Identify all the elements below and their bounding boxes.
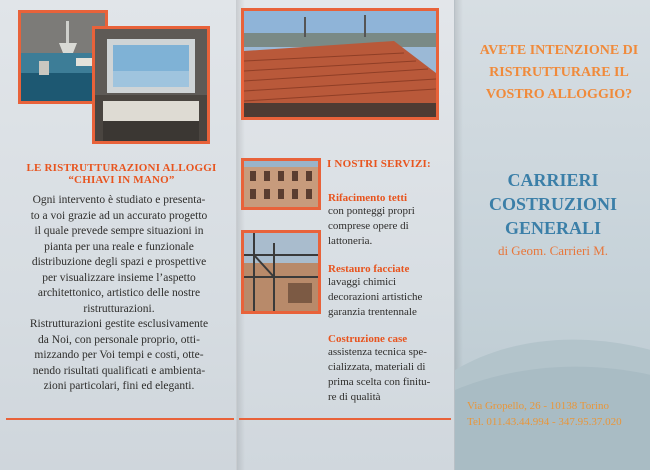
service-title: Costruzione case (328, 333, 408, 345)
right-panel (454, 0, 650, 470)
service-title: Rifacimento tetti (328, 192, 408, 204)
headline (461, 40, 650, 106)
paragraph-line: il quale prevede sempre situazioni in (34, 225, 204, 237)
facade-scene (244, 161, 318, 207)
company-line: CARRIERI (507, 170, 599, 190)
paragraph-line: distribuzione degli spazi e prospettive (31, 256, 207, 268)
paragraph-line: to a voi grazie ad un accurato progetto (30, 209, 208, 222)
service-line: lattoneria. (328, 235, 373, 247)
company-name (455, 168, 650, 240)
paragraph-line: zioni particolari, fini ed eleganti. (43, 380, 195, 392)
paragraph-line: nendo risultati qualificati e ambienta- (32, 364, 206, 377)
service-line: assistenza tecnica spe- (328, 346, 427, 358)
bottom-rule (6, 418, 234, 420)
roof-photo (241, 8, 439, 120)
services-heading: I NOSTRI SERVIZI: (327, 158, 431, 170)
paragraph-line: architettonico, artistico delle nostre (37, 287, 201, 299)
service-line: decorazioni artistiche (328, 291, 423, 303)
paragraph-line: per visualizzare insieme l’aspetto (42, 271, 196, 284)
paragraph-line: Ristrutturazioni gestite esclusivamente (29, 318, 209, 330)
bathroom-photo (92, 26, 210, 144)
headline-line: AVETE INTENZIONE DI (479, 43, 639, 58)
paragraph-line: pianta per una reale e funzionale (44, 240, 194, 253)
contact-info (467, 398, 650, 430)
service-line: garanzia trentennale (328, 306, 417, 318)
service-line: prima scelta con finitu- (328, 376, 431, 388)
service-title: Restauro facciate (328, 263, 410, 275)
roof-scene (244, 11, 436, 117)
headline-line: RISTRUTTURARE IL (489, 65, 629, 80)
service-line: con ponteggi propri (328, 205, 415, 217)
company-owner: di Geom. Carrieri M. (497, 243, 609, 258)
facade-photo (241, 158, 321, 210)
left-panel (0, 0, 236, 470)
paragraph-line: ristrutturazioni. (83, 302, 155, 315)
section-heading (14, 162, 229, 186)
intro-paragraph (8, 193, 230, 395)
bathroom-scene (95, 29, 207, 141)
service-line: lavaggi chimici (328, 276, 397, 288)
heading-line-1: LE RISTRUTTURAZIONI ALLOGGI (26, 162, 217, 174)
service-item (328, 192, 453, 249)
service-item (328, 333, 453, 405)
service-line: comprese opere di (328, 220, 409, 232)
service-item (328, 263, 453, 320)
bottom-rule (239, 418, 451, 420)
company-line: GENERALI (504, 218, 602, 238)
phone: Tel. 011.43.44.994 - 347.95.37.020 (467, 416, 622, 428)
middle-panel (236, 0, 455, 470)
paragraph-line: Ogni intervento è studiato e presenta- (32, 194, 206, 206)
paragraph-line: da Noi, con personale proprio, otti- (38, 333, 200, 346)
headline-line: VOSTRO ALLOGGIO? (485, 87, 633, 102)
service-line: cializzata, materiali di (328, 361, 426, 373)
service-line: re di qualità (328, 391, 381, 403)
paragraph-line: mizzando per Voi tempi e costi, otte- (34, 349, 204, 361)
company-line: COSTRUZIONI (488, 194, 618, 214)
scaffolding-photo (241, 230, 321, 314)
address: Via Gropello, 26 - 10138 Torino (467, 400, 609, 412)
scaffolding-scene (244, 233, 318, 311)
heading-line-2: “CHIAVI IN MANO” (68, 174, 175, 186)
